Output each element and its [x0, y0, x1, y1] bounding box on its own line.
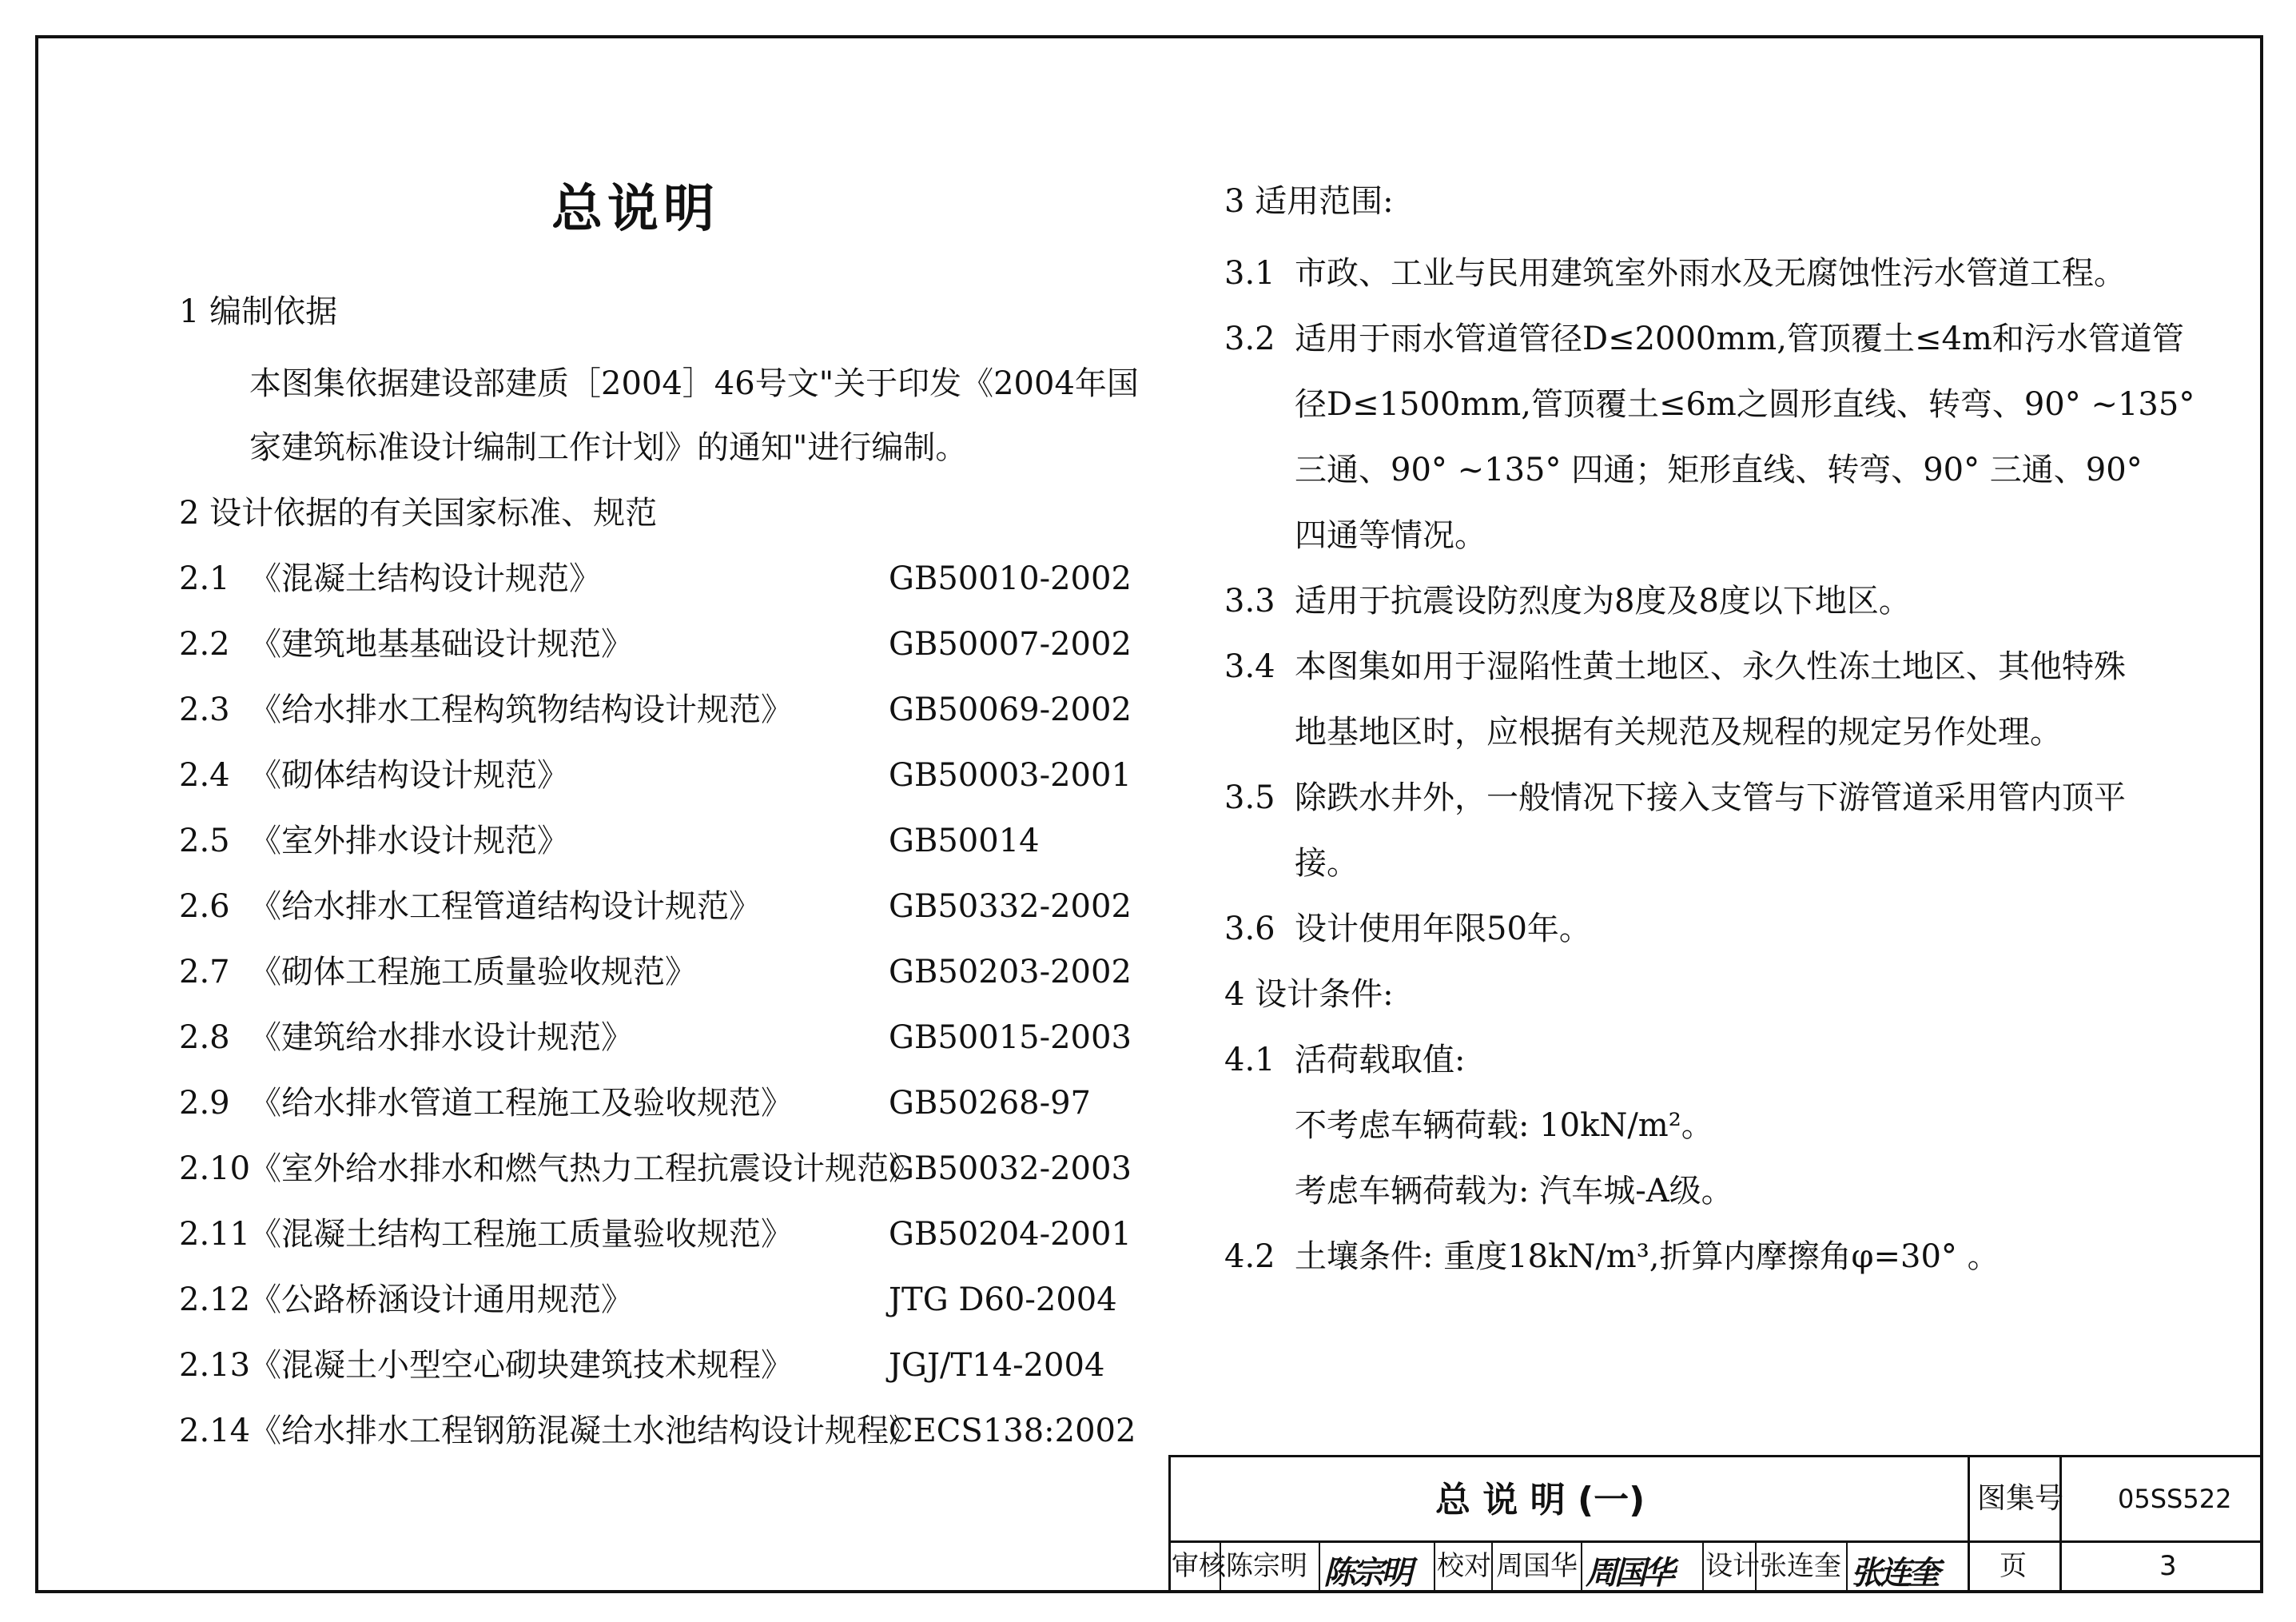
item-3-2-number: 3.2	[1224, 321, 1275, 357]
standard-name: 《给水排水工程管道结构设计规范》	[249, 888, 761, 925]
page-label: 页	[2000, 1550, 2027, 1582]
standard-name: 《建筑地基基础设计规范》	[249, 626, 633, 663]
item-3-3-text: 适用于抗震设防烈度为8度及8度以下地区。	[1295, 583, 1911, 620]
standard-name: 《砌体工程施工质量验收规范》	[249, 954, 697, 990]
standard-number: 2.10	[179, 1150, 251, 1187]
standard-name: 《公路桥涵设计通用规范》	[249, 1281, 633, 1318]
standard-number: 2.12	[179, 1281, 251, 1318]
item-3-4-number: 3.4	[1224, 648, 1275, 685]
standard-name: 《给水排水工程钢筋混凝土水池结构设计规程》	[249, 1413, 921, 1449]
standard-name: 《给水排水管道工程施工及验收规范》	[249, 1085, 793, 1122]
standard-code: CECS138:2002	[889, 1413, 1136, 1449]
standard-number: 2.6	[179, 888, 230, 925]
standard-code: GB50069-2002	[889, 691, 1132, 728]
item-3-4-line-1: 本图集如用于湿陷性黄土地区、永久性冻土地区、其他特殊	[1295, 648, 2126, 685]
standard-code: GB50014	[889, 823, 1040, 859]
check-label: 校对	[1437, 1550, 1491, 1582]
section-1-paragraph-line-2: 家建筑标准设计编制工作计划》的通知"进行编制。	[249, 429, 968, 466]
section-1-paragraph-line-1: 本图集依据建设部建质［2004］46号文"关于印发《2004年国	[249, 365, 1139, 402]
standard-name: 《混凝土小型空心砌块建筑技术规程》	[249, 1347, 793, 1384]
item-4-1-line-b: 考虑车辆荷载为: 汽车城-A级。	[1295, 1173, 1733, 1210]
item-3-1-text: 市政、工业与民用建筑室外雨水及无腐蚀性污水管道工程。	[1295, 255, 2126, 292]
standard-code: GB50032-2003	[889, 1150, 1132, 1187]
standard-name: 《混凝土结构设计规范》	[249, 560, 601, 597]
page-title: 总说明	[551, 180, 719, 239]
standard-number: 2.1	[179, 560, 230, 597]
design-name: 张连奎	[1760, 1550, 1841, 1582]
item-3-3-number: 3.3	[1224, 583, 1275, 620]
title-block-divider	[1702, 1540, 1704, 1593]
check-name: 周国华	[1496, 1550, 1578, 1582]
title-block-divider	[1434, 1540, 1435, 1593]
standard-number: 2.5	[179, 823, 230, 859]
standard-number: 2.4	[179, 757, 230, 794]
section-2-heading: 2 设计依据的有关国家标准、规范	[179, 495, 658, 532]
item-4-1-line-a: 不考虑车辆荷载: 10kN/m²。	[1295, 1107, 1713, 1144]
section-1-heading: 1 编制依据	[179, 293, 338, 330]
item-3-1-number: 3.1	[1224, 255, 1275, 292]
standard-number: 2.8	[179, 1019, 230, 1056]
standard-name: 《建筑给水排水设计规范》	[249, 1019, 633, 1056]
item-3-2-line-2: 径D≤1500mm,管顶覆土≤6m之圆形直线、转弯、90° ~135°	[1295, 386, 2195, 423]
item-3-2-line-3: 三通、90° ~135° 四通；矩形直线、转弯、90° 三通、90°	[1295, 452, 2143, 488]
section-3-heading: 3 适用范围:	[1224, 183, 1394, 220]
standard-number: 2.2	[179, 626, 230, 663]
standard-number: 2.13	[179, 1347, 251, 1384]
standard-code: GB50332-2002	[889, 888, 1132, 925]
standard-code: GB50007-2002	[889, 626, 1132, 663]
review-name: 陈宗明	[1226, 1550, 1307, 1582]
standard-name: 《室外排水设计规范》	[249, 823, 569, 859]
item-3-2-line-1: 适用于雨水管道管径D≤2000mm,管顶覆土≤4m和污水管道管	[1295, 321, 2184, 357]
page-number: 3	[2159, 1550, 2177, 1582]
standard-code: GB50268-97	[889, 1085, 1092, 1122]
atlas-number-label: 图集号	[1977, 1482, 2064, 1515]
item-4-2-number: 4.2	[1224, 1238, 1275, 1275]
title-block-divider	[1968, 1455, 1970, 1593]
check-signature: 周国华	[1586, 1554, 1672, 1592]
title-block-divider	[1319, 1540, 1320, 1593]
design-signature: 张连奎	[1851, 1554, 1937, 1592]
standard-code: JGJ/T14-2004	[889, 1347, 1105, 1384]
item-3-4-line-2: 地基地区时，应根据有关规范及规程的规定另作处理。	[1295, 714, 2062, 751]
section-4-heading: 4 设计条件:	[1224, 976, 1394, 1013]
standard-name: 《给水排水工程构筑物结构设计规范》	[249, 691, 793, 728]
title-block-divider	[2059, 1455, 2062, 1593]
item-3-5-line-2: 接。	[1295, 845, 1359, 882]
item-3-5-line-1: 除跌水井外，一般情况下接入支管与下游管道采用管内顶平	[1295, 779, 2126, 816]
standard-code: GB50010-2002	[889, 560, 1132, 597]
standard-name: 《室外给水排水和燃气热力工程抗震设计规范》	[249, 1150, 921, 1187]
item-4-1-number: 4.1	[1224, 1042, 1275, 1078]
design-label: 设计	[1705, 1550, 1760, 1582]
standard-code: GB50203-2002	[889, 954, 1132, 990]
standard-number: 2.7	[179, 954, 230, 990]
standard-number: 2.14	[179, 1413, 251, 1449]
standard-name: 《砌体结构设计规范》	[249, 757, 569, 794]
title-block-divider	[1581, 1540, 1582, 1593]
standard-number: 2.3	[179, 691, 230, 728]
standard-code: GB50204-2001	[889, 1216, 1132, 1253]
item-3-6-text: 设计使用年限50年。	[1295, 911, 1591, 947]
item-4-1-text: 活荷载取值:	[1295, 1042, 1466, 1078]
drawing-title: 总 说 明 (一)	[1435, 1480, 1645, 1520]
item-3-6-number: 3.6	[1224, 911, 1275, 947]
item-4-2-text: 土壤条件: 重度18kN/m³,折算内摩擦角φ=30° 。	[1295, 1238, 2000, 1275]
title-block-divider	[1846, 1540, 1848, 1593]
review-label: 审核	[1172, 1550, 1226, 1582]
standard-code: GB50015-2003	[889, 1019, 1132, 1056]
atlas-number: 05SS522	[2118, 1484, 2232, 1514]
standard-name: 《混凝土结构工程施工质量验收规范》	[249, 1216, 793, 1253]
item-3-5-number: 3.5	[1224, 779, 1275, 816]
title-block-divider	[1491, 1540, 1493, 1593]
standard-number: 2.9	[179, 1085, 230, 1122]
review-signature: 陈宗明	[1323, 1554, 1410, 1592]
title-block-divider	[1168, 1540, 2263, 1543]
standard-code: JTG D60-2004	[889, 1281, 1117, 1318]
item-3-2-line-4: 四通等情况。	[1295, 517, 1486, 554]
standard-number: 2.11	[179, 1216, 251, 1253]
standard-code: GB50003-2001	[889, 757, 1132, 794]
